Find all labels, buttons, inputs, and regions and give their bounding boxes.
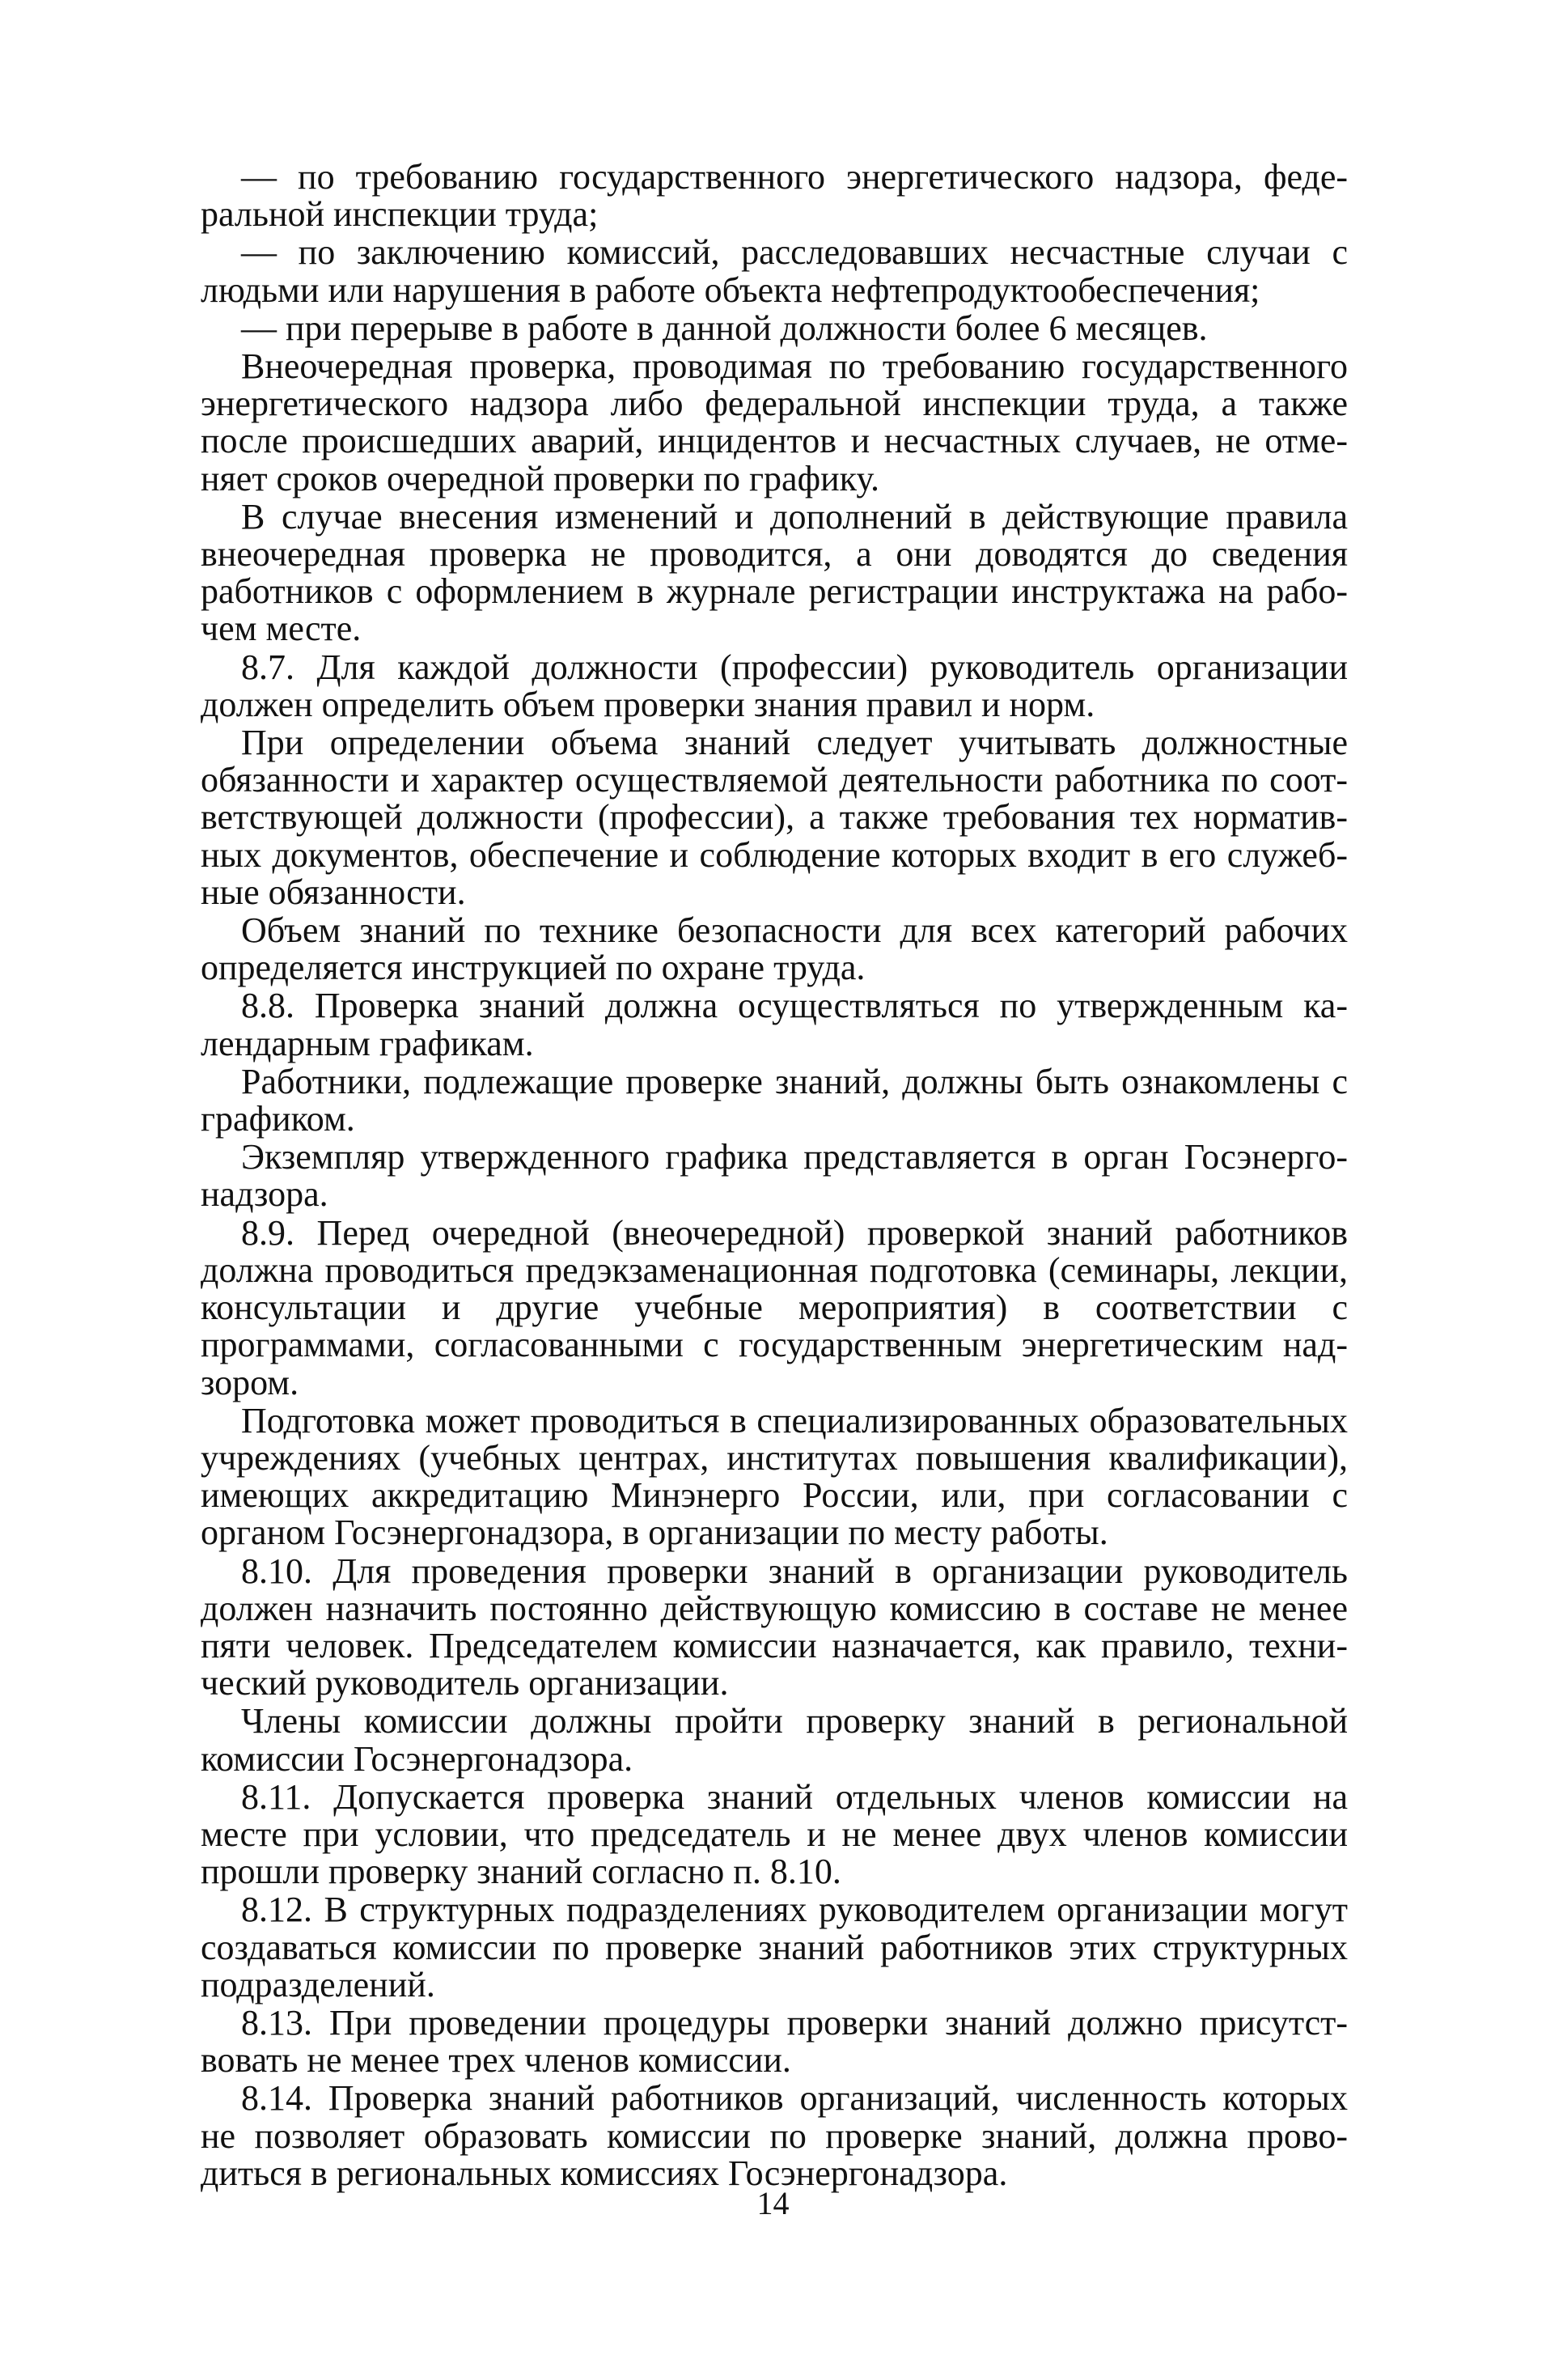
paragraph: 8.8. Проверка знаний должна осуществляться по утвержденным календарным графикам. [201,986,1348,1063]
paragraph: 8.13. При проведении процедуры проверки знаний должно присутствовать не менее трех членов комиссии. [201,2002,1348,2081]
paragraph: Внеочередная проверка, проводимая по требованию государственного энергетического надзора либо федеральной инспекции труда, а также после происшедших аварий, инцидентов и несчастных случаев, не отменяет сроков очередной проверки по графику. [201,346,1348,498]
paragraph: — при перерыве в работе в данной должности более 6 месяцев. [241,308,1208,348]
paragraph: Объем знаний по технике безопасности для всех категорий рабочих определяется инструкцией по охране труда. [201,910,1348,988]
paragraph: 8.14. Проверка знаний работников организаций, численность которых не позволяет образовать комиссии по проверке знаний, должна проводиться в региональных комиссиях Госэнергонадзора. [201,2078,1348,2193]
page-body [201,159,1348,2192]
paragraph: 8.9. Перед очередной (внеочередной) проверкой знаний работников должна проводиться предэкзаменационная подготовка (семинары, лекции, консультации и другие учебные мероприятия) в соответствии с программами, согласованными с государственным энергетическим надзором. [201,1212,1348,1402]
paragraph: Подготовка может проводиться в специализированных образовательных учреждениях (учебных центрах, институтах повышения квалификации), имеющих аккредитацию Минэнерго России, или, при согласовании с органом Госэнергонадзора, в организации по месту работы. [201,1400,1348,1553]
paragraph: Работники, подлежащие проверке знаний, должны быть ознакомлены с графиком. [201,1061,1348,1139]
paragraph: 8.11. Допускается проверка знаний отдельных членов комиссии на месте при условии, что председатель и не менее двух членов комиссии прошли проверку знаний согласно п. 8.10. [201,1776,1348,1892]
paragraph: 8.10. Для проведения проверки знаний в организации руководитель должен назначить постоянно действующую комиссию в составе не менее пяти человек. Председателем комиссии назначается, как правило, технический руководитель организации. [201,1551,1348,1703]
paragraph: При определении объема знаний следует учитывать должностные обязанности и характер осуществляемой деятельности работника по соответствующей должности (профессии), а также требования тех нормативных документов, обеспечение и соблюдение которых входит в его служебные обязанности. [201,723,1348,912]
paragraph: 8.12. В структурных подразделениях руководителем организации могут создаваться комиссии по проверке знаний работников этих структурных подразделений. [201,1890,1348,2005]
paragraph: 8.7. Для каждой должности (профессии) руководитель организации должен определить объем проверки знания правил и норм. [201,647,1348,724]
paragraph: Члены комиссии должны пройти проверку знаний в региональной комиссии Госэнергонадзора. [201,1701,1348,1779]
paragraph: Экземпляр утвержденного графика представляется в орган Госэнергонадзора. [201,1137,1348,1215]
paragraph: — по заключению комиссий, расследовавших несчастные случаи с людьми или нарушения в работе объекта нефтепродуктообеспечения; [201,232,1348,310]
paragraph: — по требованию государственного энергетического надзора, федеральной инспекции труда; [201,157,1348,235]
page-number: 14 [756,2185,790,2221]
paragraph: В случае внесения изменений и дополнений в действующие правила внеочередная проверка не проводится, а они доводятся до сведения работников с оформлением в журнале регистрации инструктажа на рабочем месте. [201,496,1348,649]
